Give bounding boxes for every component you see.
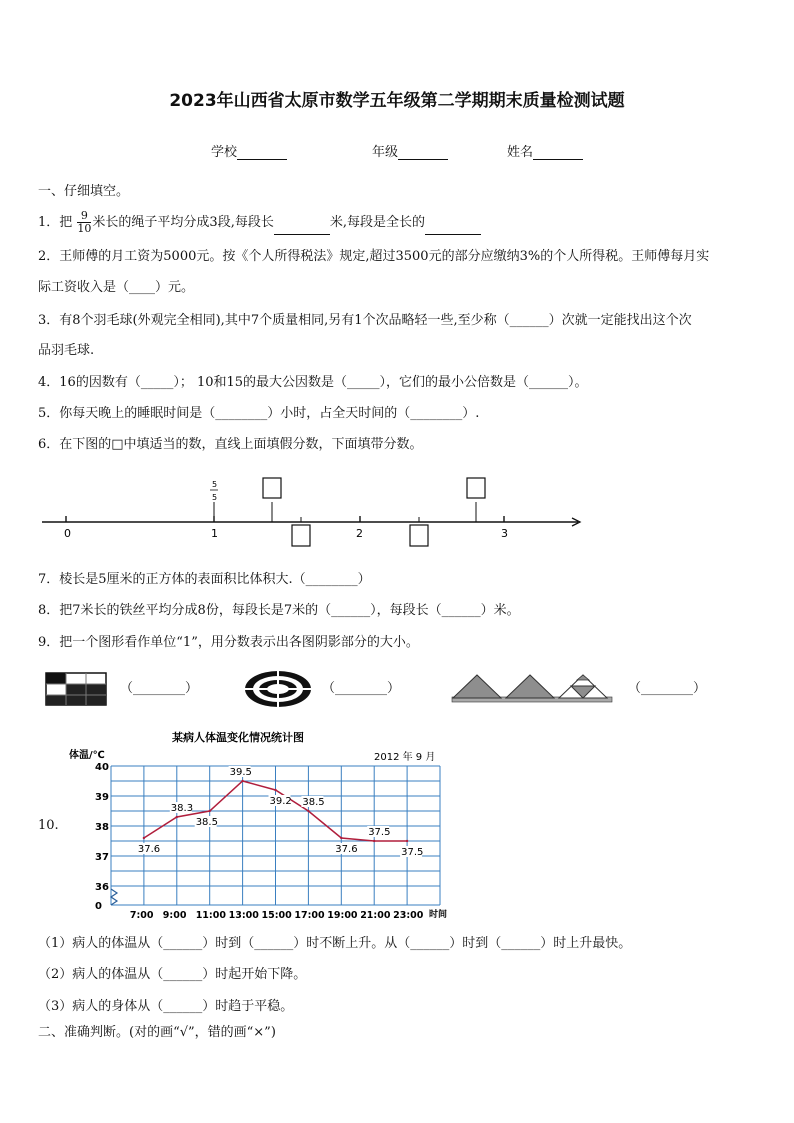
question-3-line-1: 3．有8个羽毛球(外观完全相同),其中7个质量相同,另有1个次品略轻一些,至少称（______）次就一定能找出这个次 xyxy=(38,313,692,328)
question-3-line-2: 品羽毛球. xyxy=(38,343,95,358)
chart-data-point xyxy=(373,840,375,842)
q1-mid: 米长的绳子平均分成3段,每段长 xyxy=(92,215,274,230)
question-2-line-2: 际工资收入是（____）元。 xyxy=(38,280,195,295)
number-line-fraction-denominator: 5 xyxy=(212,493,218,502)
chart-data-point xyxy=(143,837,145,839)
number-line-box-below-2[interactable] xyxy=(410,525,428,546)
school-blank[interactable] xyxy=(237,145,287,160)
q9-triangle-3-shaded-top xyxy=(577,675,589,680)
number-line xyxy=(36,474,596,550)
chart-y-tick-label: 0 xyxy=(95,901,102,912)
school-field xyxy=(211,141,287,160)
chart-y-tick-label: 40 xyxy=(95,762,109,773)
chart-data-point xyxy=(307,810,309,812)
question-6: 6．在下图的□中填适当的数，直线上面填假分数，下面填带分数。 xyxy=(38,437,423,452)
q9-blank-2[interactable]: （________） xyxy=(322,681,401,696)
grade-field xyxy=(372,141,448,160)
chart-y-tick-label: 39 xyxy=(95,792,109,803)
number-line-box-below-1[interactable] xyxy=(292,525,310,546)
number-line-label-3: 3 xyxy=(501,527,508,540)
number-line-box-above-2[interactable] xyxy=(467,478,485,498)
question-8: 8．把7米长的铁丝平均分成8份，每段长是7米的（______），每段长（______）米。 xyxy=(38,603,520,618)
chart-x-tick-label: 7:00 xyxy=(129,910,154,921)
q9-triangles-figure xyxy=(451,672,613,704)
chart-y-tick-label: 38 xyxy=(95,822,109,833)
q1-fraction-denominator: 10 xyxy=(77,222,92,235)
question-5: 5．你每天晚上的睡眠时间是（________）小时，占全天时间的（________）. xyxy=(38,406,480,421)
school-label: 学校 xyxy=(211,145,238,160)
q1-blank-1[interactable] xyxy=(274,220,330,235)
chart-x-tick-label: 19:00 xyxy=(327,910,358,921)
grade-label: 年级 xyxy=(372,145,399,160)
name-label: 姓名 xyxy=(507,145,534,160)
number-line-box-above-1[interactable] xyxy=(263,478,281,498)
chart-ylabel: 体温/℃ xyxy=(69,750,105,761)
chart-date-note: 2012 年 9 月 xyxy=(374,752,436,763)
section1-heading: 一、仔细填空。 xyxy=(38,184,130,199)
chart-x-tick-label: 13:00 xyxy=(228,910,259,921)
chart-data-label: 37.5 xyxy=(368,827,391,838)
chart-data-labels xyxy=(137,766,423,858)
question-10-sub-3: （3）病人的身体从（______）时趋于平稳。 xyxy=(38,999,294,1014)
chart-data-label: 38.5 xyxy=(302,797,325,808)
number-line-fraction-numerator: 5 xyxy=(212,480,218,489)
q9-target-figure xyxy=(243,669,313,709)
chart-y-tick-label: 36 xyxy=(95,882,109,893)
chart-title: 某病人体温变化情况统计图 xyxy=(172,731,304,744)
chart-grid xyxy=(111,766,440,905)
q1-fraction-numerator: 9 xyxy=(77,210,91,223)
chart-data-label: 38.5 xyxy=(195,817,218,828)
chart-data-label: 39.5 xyxy=(229,767,252,778)
chart-x-tick-label: 11:00 xyxy=(195,910,226,921)
chart-data-label: 39.2 xyxy=(269,796,292,807)
name-field xyxy=(507,141,583,160)
chart-data-label: 37.6 xyxy=(335,844,358,855)
number-line-label-1: 1 xyxy=(211,527,218,540)
grade-blank[interactable] xyxy=(398,145,448,160)
chart-data-point xyxy=(406,840,408,842)
chart-data-point xyxy=(209,810,211,812)
chart-x-tick-label: 21:00 xyxy=(360,910,391,921)
temperature-chart xyxy=(64,728,464,924)
chart-axis-break-icon xyxy=(111,889,117,905)
chart-x-tick-label: 9:00 xyxy=(162,910,187,921)
q9-grid-cell-shaded xyxy=(46,673,66,684)
chart-data-point xyxy=(241,780,243,782)
q9-grid-cell-shaded xyxy=(46,695,66,705)
chart-x-tick-label: 23:00 xyxy=(393,910,424,921)
chart-data-label: 38.3 xyxy=(170,803,194,814)
question-10-number: 10. xyxy=(38,818,59,833)
name-blank[interactable] xyxy=(533,145,583,160)
chart-data-point xyxy=(340,837,342,839)
q9-blank-1[interactable]: （________） xyxy=(120,681,199,696)
question-10-sub-2: （2）病人的体温从（______）时起开始下降。 xyxy=(38,967,307,982)
q1-mid2: 米,每段是全长的 xyxy=(329,215,425,230)
section2-heading: 二、准确判断。(对的画“√”，错的画“×”) xyxy=(38,1025,276,1040)
chart-data-point xyxy=(176,816,178,818)
chart-data-point xyxy=(274,789,276,791)
q9-triangle-2 xyxy=(506,675,554,698)
page-title: 2023年山西省太原市数学五年级第二学期期末质量检测试题 xyxy=(169,91,625,111)
chart-y-ticks xyxy=(95,762,109,912)
q1-fraction xyxy=(77,210,91,235)
question-2-line-1: 2．王师傅的月工资为5000元。按《个人所得税法》规定,超过3500元的部分应缴纳3%的个人所得税。王师傅每月实 xyxy=(38,249,710,264)
question-1 xyxy=(38,210,481,235)
q9-blank-3[interactable]: （________） xyxy=(628,681,707,696)
q1-blank-2[interactable] xyxy=(425,220,481,235)
number-line-label-0: 0 xyxy=(64,527,71,540)
question-9: 9．把一个图形看作单位“1”，用分数表示出各图阴影部分的大小。 xyxy=(38,635,419,650)
chart-data-label: 37.6 xyxy=(137,844,161,855)
q1-pre: 1．把 xyxy=(38,215,73,230)
number-line-label-2: 2 xyxy=(356,527,363,540)
chart-xlabel: 时间 xyxy=(429,910,448,920)
number-line-ticks xyxy=(66,502,504,522)
chart-x-tick-label: 17:00 xyxy=(294,910,325,921)
question-7: 7．棱长是5厘米的正方体的表面积比体积大.（________） xyxy=(38,572,371,587)
q9-grid-figure xyxy=(45,672,107,706)
chart-y-tick-label: 37 xyxy=(95,852,109,863)
chart-data-label: 37.5 xyxy=(401,847,424,858)
q9-triangle-1 xyxy=(453,675,501,698)
chart-x-ticks xyxy=(130,910,424,921)
chart-x-tick-label: 15:00 xyxy=(261,910,292,921)
question-4: 4．16的因数有（_____）； 10和15的最大公因数是（_____），它们的最小公倍数是（______）。 xyxy=(38,375,588,390)
question-10-sub-1: （1）病人的体温从（______）时到（______）时不断上升。从（______）时到（______）时上升最快。 xyxy=(38,936,632,951)
